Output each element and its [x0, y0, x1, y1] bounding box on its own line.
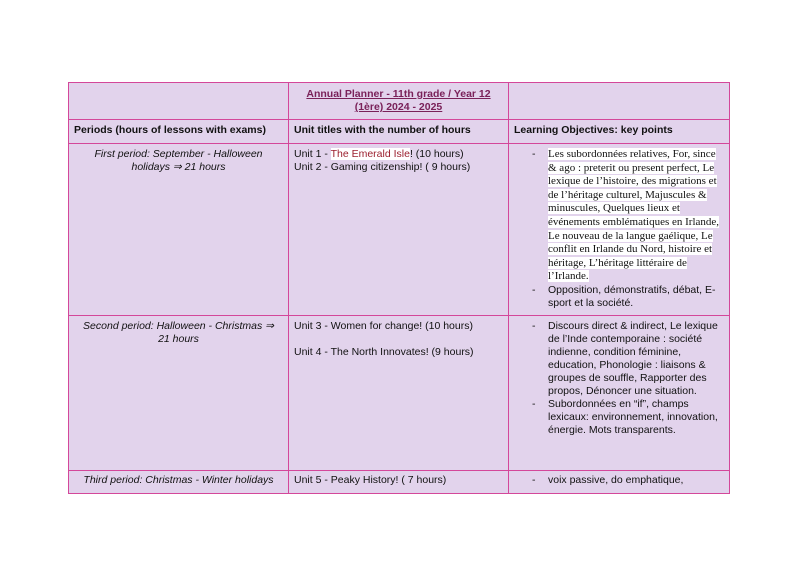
period-cell	[69, 144, 289, 316]
objectives-list	[514, 320, 724, 437]
period-text: Second period: Halloween - Christmas ⇒ 21 hours	[83, 320, 274, 345]
objective-item: - voix passive, do emphatique,	[548, 474, 724, 487]
spacer	[294, 333, 503, 346]
objective-item: - Discours direct & indirect, Le lexique de l’Inde contemporaine : société indienne, condition féminine, education, Phonologie : liaisons & groupes de souffle, Rapporter des propos, Dénoncer une situation.	[548, 320, 724, 398]
objectives-list	[514, 148, 724, 310]
units-cell	[289, 471, 509, 494]
units-cell	[289, 316, 509, 471]
objective-item: - Opposition, démonstratifs, débat, E-sport et la société.	[548, 284, 724, 310]
title-cell-empty-right	[509, 83, 730, 120]
title-row	[69, 83, 730, 120]
title-cell-empty-left	[69, 83, 289, 120]
unit-suffix: ! (10 hours)	[409, 148, 464, 160]
units-cell	[289, 144, 509, 316]
objective-item: - Subordonnées en “if”, champs lexicaux: environnement, innovation, énergie. Mots transparents.	[548, 398, 724, 437]
unit-item: Unit 5 - Peaky History! ( 7 hours)	[294, 474, 447, 486]
period-cell	[69, 316, 289, 471]
planner-title-line2: (1ère) 2024 - 2025	[354, 101, 443, 113]
objectives-list	[514, 474, 724, 487]
objective-item	[548, 148, 724, 284]
period-text: First period: September - Halloween holidays ⇒ 21 hours	[94, 148, 263, 173]
unit-item: Unit 3 - Women for change! (10 hours)	[294, 320, 473, 332]
title-cell	[289, 83, 509, 120]
unit-item: Unit 4 - The North Innovates! (9 hours)	[294, 346, 474, 358]
unit-item: Unit 2 - Gaming citizenship! ( 9 hours)	[294, 161, 471, 173]
period-cell	[69, 471, 289, 494]
header-periods: Periods (hours of lessons with exams)	[69, 120, 289, 144]
period-text: Third period: Christmas - Winter holidays	[83, 474, 274, 486]
table-row	[69, 144, 730, 316]
header-objectives: Learning Objectives: key points	[509, 120, 730, 144]
table-row	[69, 316, 730, 471]
objectives-cell	[509, 471, 730, 494]
header-row	[69, 120, 730, 144]
objective-text: Les subordonnées relatives, For, since & ago : preterit ou present perfect, Le lexique de l’histoire, des migrations et de l’héritage culturel, Majuscules & minuscules, Quelques lieux et événements emblématiques en Irlande, Le nouveau de la langue gaélique, Le conflit en Irlande du Nord, histoire et héritage, L’héritage littéraire de l’Irlande.	[548, 148, 720, 283]
unit-item	[294, 148, 503, 161]
unit-highlighted-title: The Emerald Isle	[330, 148, 410, 160]
planner-title-line1: Annual Planner - 11th grade / Year 12	[306, 88, 491, 100]
header-units: Unit titles with the number of hours	[289, 120, 509, 144]
unit-prefix: Unit 1 -	[294, 148, 331, 160]
annual-planner-table	[68, 82, 730, 494]
objectives-cell	[509, 144, 730, 316]
table-row	[69, 471, 730, 494]
objectives-cell	[509, 316, 730, 471]
